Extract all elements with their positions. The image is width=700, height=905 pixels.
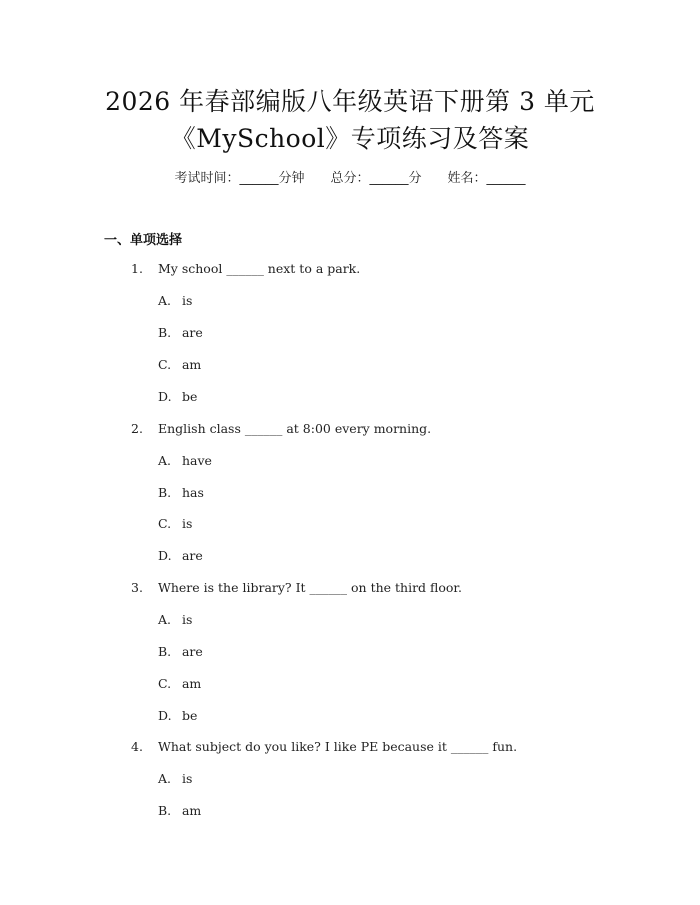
option-text: am xyxy=(181,357,202,372)
option-text: am xyxy=(181,803,202,818)
option-item xyxy=(158,644,203,659)
question-text: English class ______ at 8:00 every morning. xyxy=(158,421,432,436)
question-item xyxy=(131,421,591,439)
option-label: D. xyxy=(158,548,172,563)
option-label: B. xyxy=(158,803,172,818)
exam-info-line xyxy=(0,167,700,186)
option-item xyxy=(158,612,192,627)
name-field: 姓名：______ xyxy=(447,171,526,186)
total-score-field: 总分：______分 xyxy=(330,171,422,186)
option-text: are xyxy=(181,644,203,659)
option-label: C. xyxy=(158,516,172,531)
option-text: am xyxy=(181,676,202,691)
option-item xyxy=(158,485,204,500)
option-text: are xyxy=(181,325,203,340)
option-label: A. xyxy=(158,453,172,468)
option-label: B. xyxy=(158,485,172,500)
option-text: be xyxy=(181,708,198,723)
question-text: My school ______ next to a park. xyxy=(158,261,361,276)
option-item xyxy=(158,293,192,308)
option-item xyxy=(158,803,201,818)
option-label: D. xyxy=(158,708,172,723)
option-text: is xyxy=(181,293,193,308)
question-number: 3. xyxy=(131,580,143,595)
option-item xyxy=(158,453,212,468)
option-item xyxy=(158,708,197,723)
option-label: C. xyxy=(158,357,172,372)
question-number: 2. xyxy=(131,421,143,436)
question-number: 4. xyxy=(131,739,143,754)
exam-time-field: 考试时间：______分钟 xyxy=(174,171,305,186)
option-text: are xyxy=(181,548,203,563)
option-text: be xyxy=(181,389,198,404)
option-label: D. xyxy=(158,389,172,404)
option-text: have xyxy=(181,453,212,468)
option-text: is xyxy=(181,516,193,531)
option-label: C. xyxy=(158,676,172,691)
option-item xyxy=(158,771,192,786)
document-title-line1: 2026 年春部编版八年级英语下册第 3 单元 xyxy=(105,87,595,116)
document-title-line2: 《MySchool》专项练习及答案 xyxy=(170,124,530,153)
option-text: is xyxy=(181,612,193,627)
option-text: is xyxy=(181,771,193,786)
question-text: Where is the library? It ______ on the third floor. xyxy=(158,580,462,595)
section-heading: 一、单项选择 xyxy=(104,233,183,248)
option-label: B. xyxy=(158,644,172,659)
question-item xyxy=(131,580,591,598)
option-label: A. xyxy=(158,293,172,308)
option-item xyxy=(158,357,201,372)
option-label: B. xyxy=(158,325,172,340)
option-item xyxy=(158,325,203,340)
question-text: What subject do you like? I like PE because it ______ fun. xyxy=(158,739,518,754)
question-item xyxy=(131,739,591,757)
option-item xyxy=(158,516,192,531)
option-text: has xyxy=(181,485,204,500)
option-item xyxy=(158,676,201,691)
option-label: A. xyxy=(158,771,172,786)
option-label: A. xyxy=(158,612,172,627)
option-item xyxy=(158,389,197,404)
question-number: 1. xyxy=(131,261,143,276)
question-item xyxy=(131,261,591,279)
option-item xyxy=(158,548,203,563)
